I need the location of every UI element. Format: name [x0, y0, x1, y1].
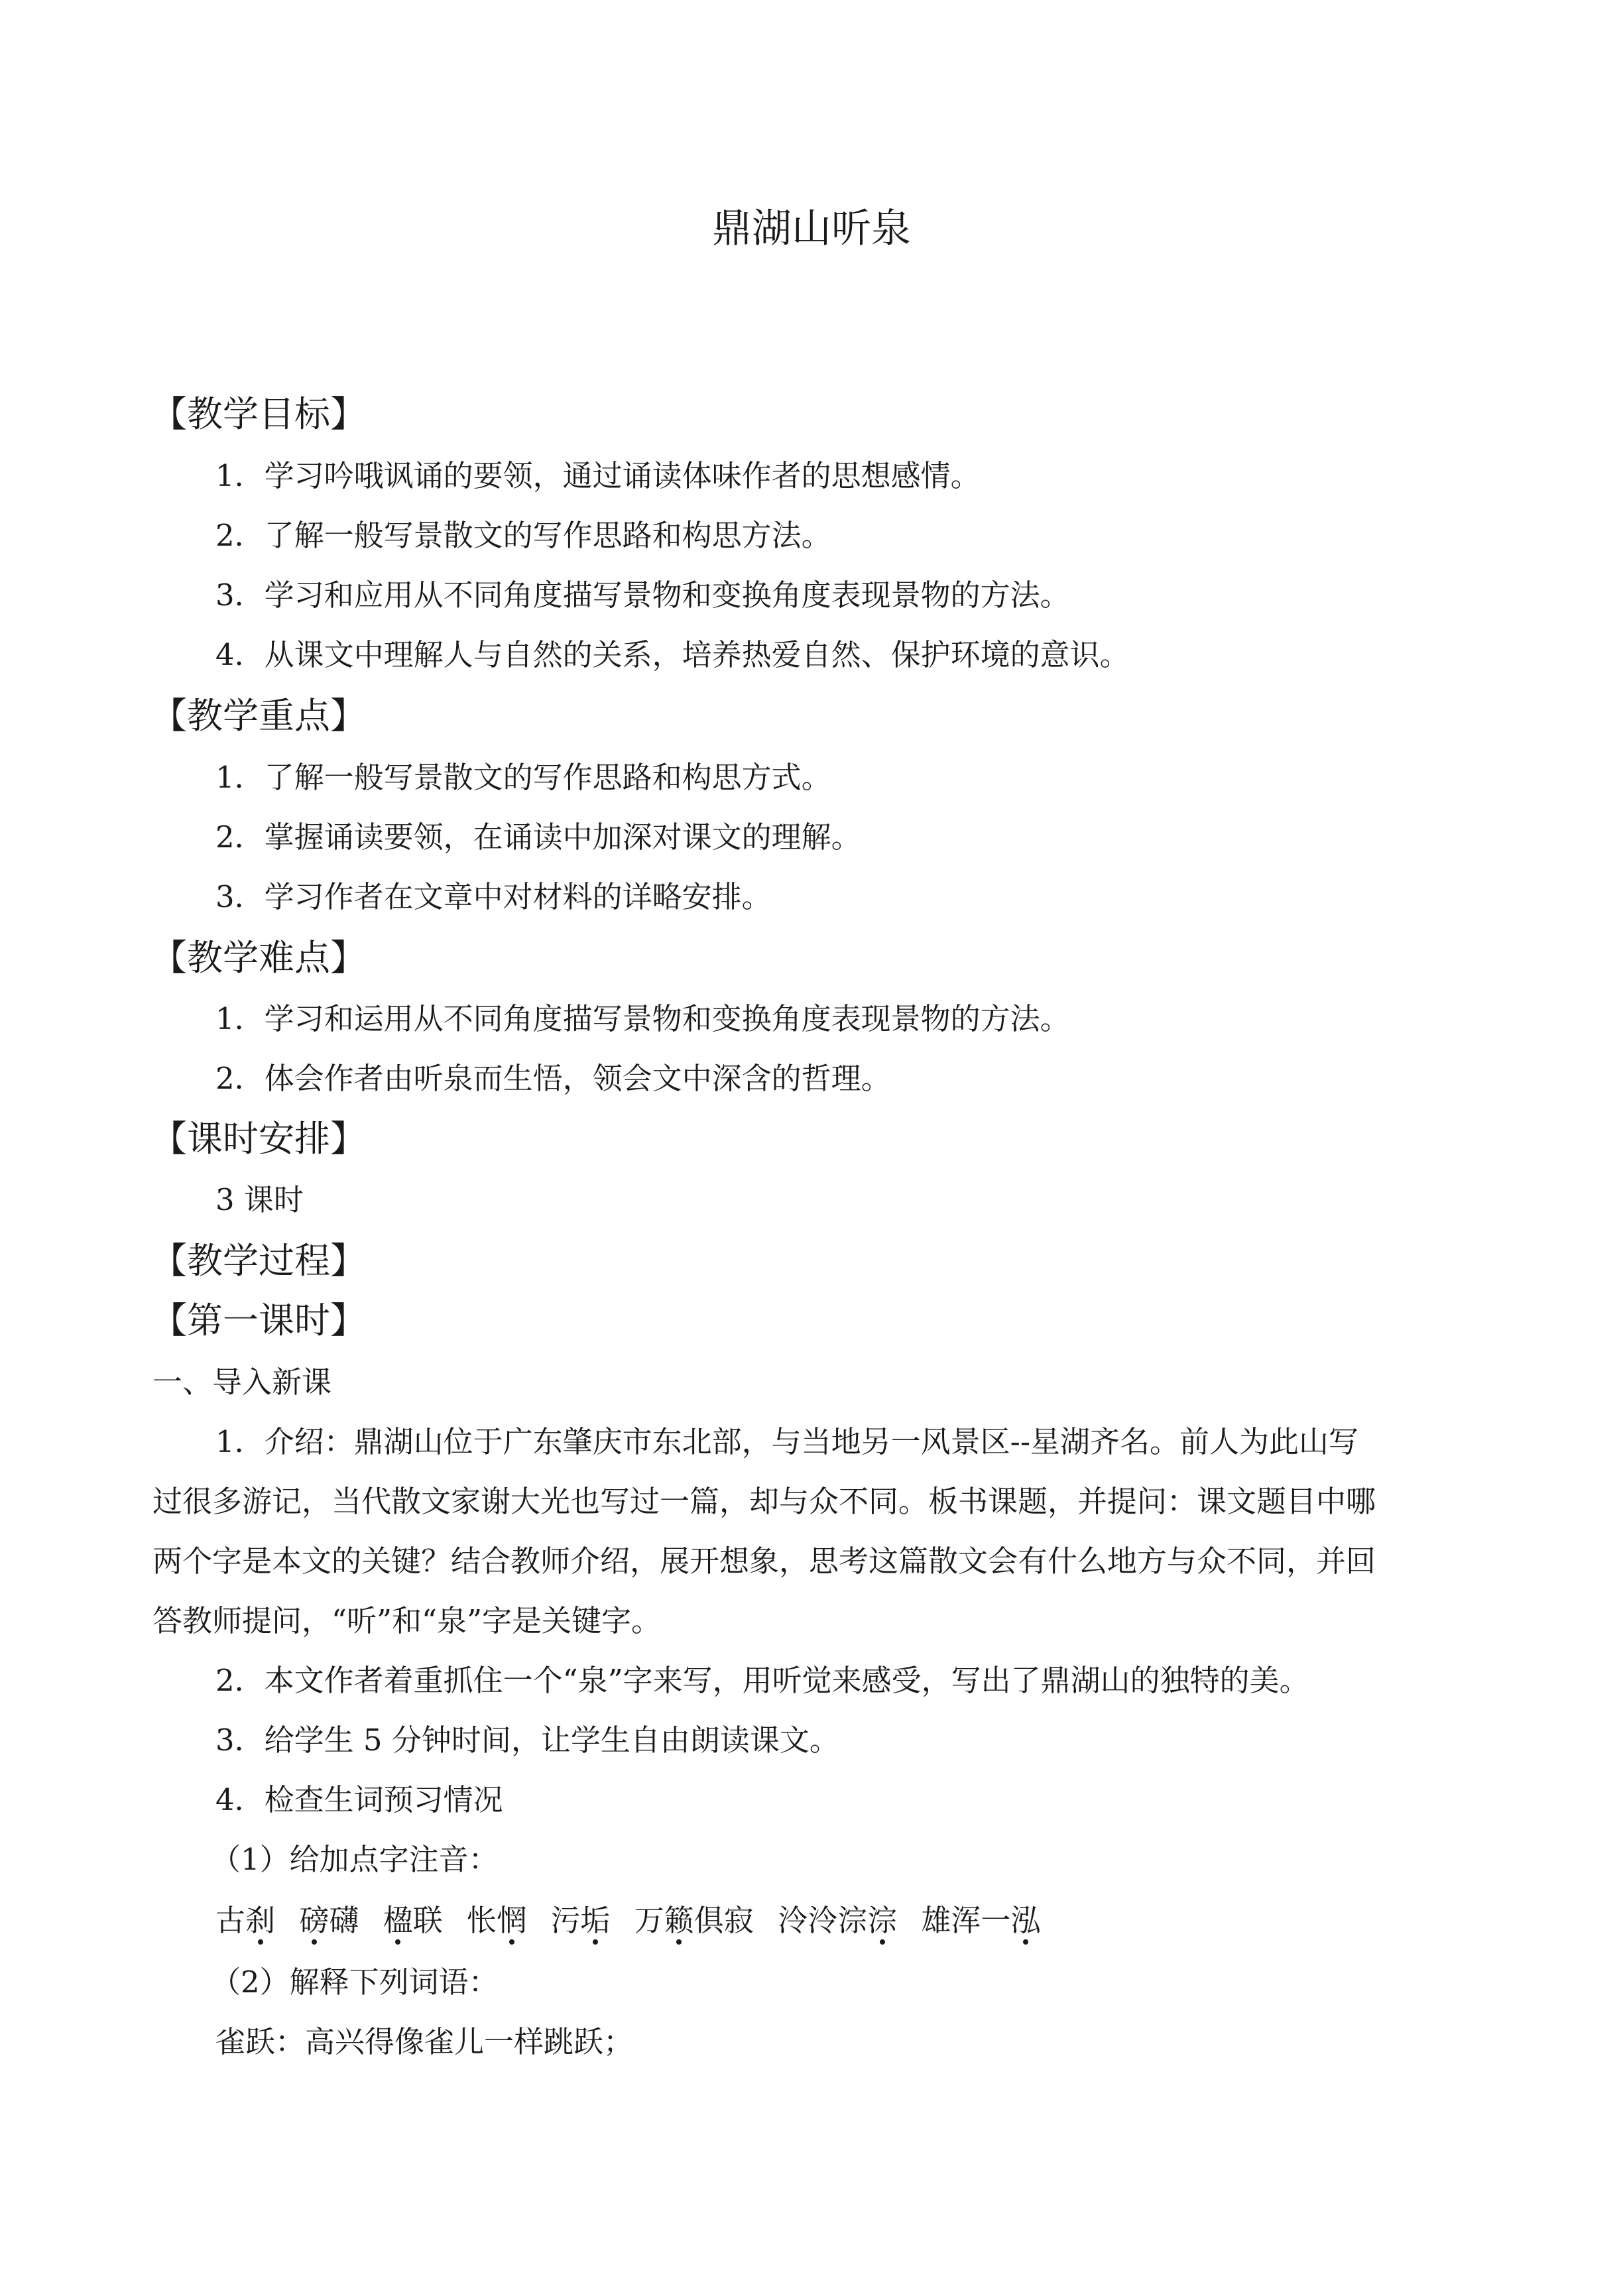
vocab-word: 怅惘: [467, 1903, 527, 1938]
intro-item-4: 4．检查生词预习情况: [215, 1782, 503, 1817]
difficulty-item: 1．学习和运用从不同角度描写景物和变换角度表现景物的方法。: [215, 1001, 1070, 1036]
vocab-list: [215, 1901, 1055, 1941]
section-heading-goals: 【教学目标】: [151, 393, 366, 435]
difficulty-item: 2．体会作者由听泉而生悟，领会文中深含的哲理。: [215, 1061, 891, 1096]
intro-item-2: 2．本文作者着重抓住一个“泉”字来写，用听觉来感受，写出了鼎湖山的独特的美。: [215, 1663, 1309, 1698]
intro-paragraph-line: 1．介绍：鼎湖山位于广东肇庆市东北部，与当地另一风景区--星湖齐名。前人为此山写: [215, 1424, 1359, 1459]
key-point-item: 1．了解一般写景散文的写作思路和构思方式。: [215, 760, 831, 795]
key-point-item: 2．掌握诵读要领，在诵读中加深对课文的理解。: [215, 819, 861, 855]
page-title: 鼎湖山听泉: [712, 206, 911, 252]
vocab-word: 万籁俱寂: [634, 1903, 754, 1938]
intro-paragraph-line: 两个字是本文的关键？结合教师介绍，展开想象，思考这篇散文会有什么地方与众不同，并回: [152, 1543, 1376, 1579]
definition-item: 雀跃：高兴得像雀儿一样跳跃；: [215, 2024, 634, 2059]
section-heading-schedule: 【课时安排】: [151, 1118, 366, 1160]
vocab-word: 古刹: [215, 1903, 276, 1938]
goal-item: 4．从课文中理解人与自然的关系，培养热爱自然、保护环境的意识。: [215, 637, 1130, 672]
sub-heading-definitions: （2）解释下列词语：: [211, 1964, 499, 2000]
schedule-value: 3 课时: [215, 1182, 304, 1217]
key-point-item: 3．学习作者在文章中对材料的详略安排。: [215, 879, 772, 914]
intro-item-3: 3．给学生 5 分钟时间，让学生自由朗读课文。: [215, 1722, 839, 1758]
intro-paragraph-line: 答教师提问，“听”和“泉”字是关键字。: [152, 1603, 662, 1638]
intro-paragraph-line: 过很多游记，当代散文家谢大光也写过一篇，却与众不同。板书课题，并提问：课文题目中哪: [152, 1484, 1376, 1519]
section-heading-difficulties: 【教学难点】: [151, 937, 366, 979]
goal-item: 2．了解一般写景散文的写作思路和构思方法。: [215, 518, 831, 553]
goal-item: 3．学习和应用从不同角度描写景物和变换角度表现景物的方法。: [215, 577, 1070, 613]
vocab-word: 泠泠淙淙: [778, 1903, 898, 1938]
section-heading-key-points: 【教学重点】: [151, 695, 366, 737]
intro-heading: 一、导入新课: [152, 1364, 332, 1400]
vocab-word: 磅礴: [299, 1903, 359, 1938]
vocab-word: 楹联: [383, 1903, 443, 1938]
sub-heading-pronunciation: （1）给加点字注音：: [211, 1842, 499, 1877]
section-heading-process: 【教学过程】: [151, 1240, 366, 1282]
goal-item: 1．学习吟哦讽诵的要领，通过诵读体味作者的思想感情。: [215, 458, 981, 493]
vocab-word: 雄浑一泓: [921, 1903, 1041, 1938]
vocab-word: 污垢: [550, 1903, 611, 1938]
section-heading-first-lesson: 【第一课时】: [151, 1299, 366, 1341]
